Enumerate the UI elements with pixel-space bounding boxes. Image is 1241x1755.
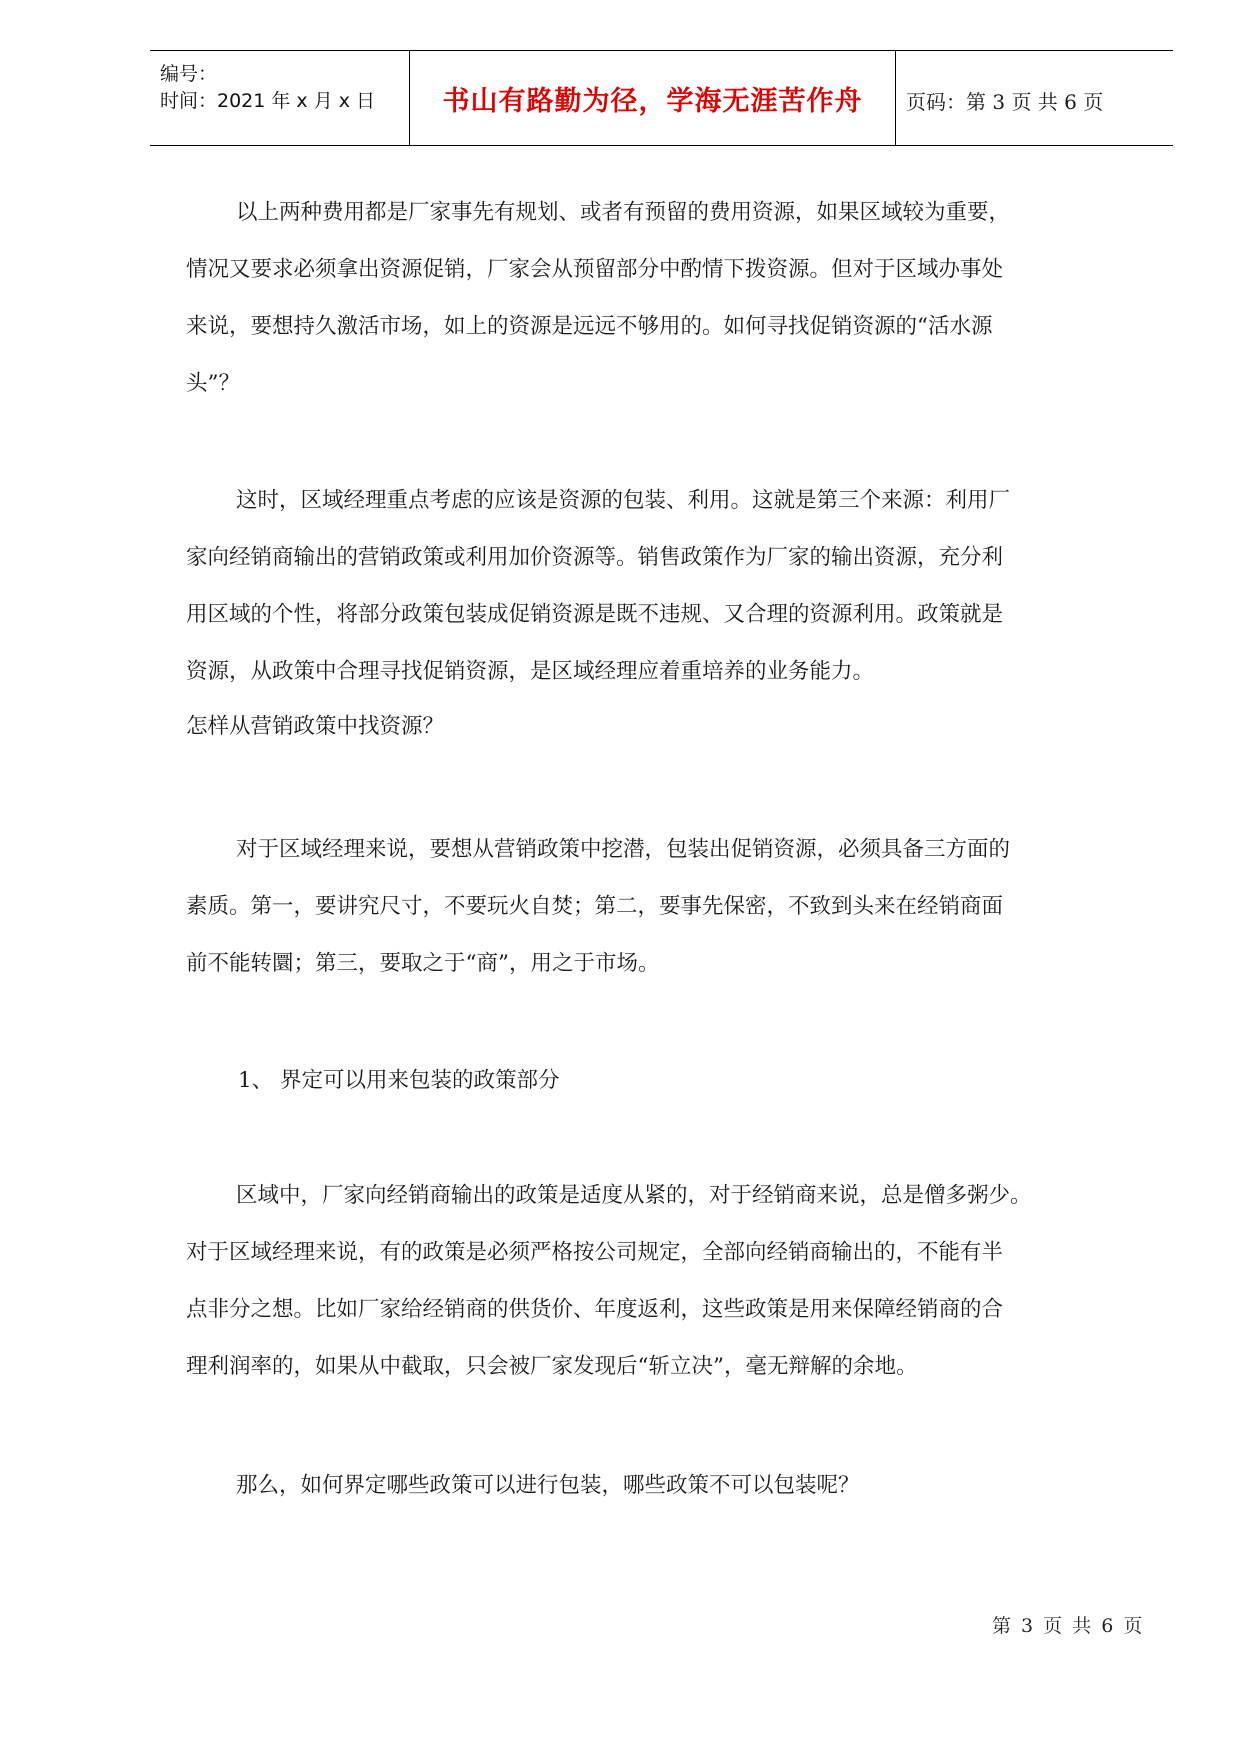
text-line: 头”？ <box>186 371 240 396</box>
header-page-label: 页码：第 3 页 共 6 页 <box>906 90 1104 114</box>
text-line: 那么，如何界定哪些政策可以进行包装，哪些政策不可以包装呢？ <box>236 1473 860 1498</box>
text-line: 对于区域经理来说，有的政策是必须严格按公司规定，全部向经销商输出的，不能有半 <box>186 1240 1004 1265</box>
text-line: 前不能转圜；第三，要取之于“商”，用之于市场。 <box>186 951 660 976</box>
text-line: 情况又要求必须拿出资源促销，厂家会从预留部分中酌情下拨资源。但对于区域办事处 <box>186 257 1004 282</box>
subheading: 怎样从营销政策中找资源？ <box>186 714 445 739</box>
text-line: 这时，区域经理重点考虑的应该是资源的包装、利用。这就是第三个来源：利用厂 <box>236 488 1011 513</box>
text-line: 以上两种费用都是厂家事先有规划、或者有预留的费用资源，如果区域较为重要， <box>236 200 1011 225</box>
text-line: 对于区域经理来说，要想从营销政策中挖潜，包装出促销资源，必须具备三方面的 <box>236 837 1011 862</box>
header-page-cell <box>896 51 1173 145</box>
text-line: 区域中，厂家向经销商输出的政策是适度从紧的，对于经销商来说，总是僧多粥少。 <box>236 1183 1032 1208</box>
text-line: 点非分之想。比如厂家给经销商的供货价、年度返利，这些政策是用来保障经销商的合 <box>186 1297 1004 1322</box>
time-label: 时间：2021 年 x 月 x 日 <box>160 90 376 112</box>
text-line: 家向经销商输出的营销政策或利用加价资源等。销售政策作为厂家的输出资源，充分利 <box>186 545 1004 570</box>
text-line: 来说，要想持久激活市场，如上的资源是远远不够用的。如何寻找促销资源的“活水源 <box>186 314 993 339</box>
numbered-heading: 1、 界定可以用来包装的政策部分 <box>238 1068 560 1093</box>
text-line: 用区域的个性，将部分政策包装成促销资源是既不违规、又合理的资源利用。政策就是 <box>186 602 1004 627</box>
text-line: 理利润率的，如果从中截取，只会被厂家发现后“斩立决”，毫无辩解的余地。 <box>186 1354 918 1379</box>
text-line: 素质。第一，要讲究尺寸，不要玩火自焚；第二，要事先保密，不致到头来在经销商面 <box>186 894 1004 919</box>
number-label: 编号： <box>160 63 218 85</box>
text-line: 资源，从政策中合理寻找促销资源，是区域经理应着重培养的业务能力。 <box>186 659 875 684</box>
page-footer: 第 3 页 共 6 页 <box>992 1615 1145 1637</box>
page-header <box>150 50 1173 146</box>
header-meta-cell <box>150 51 410 145</box>
motto: 书山有路勤为径，学海无涯苦作舟 <box>442 86 863 117</box>
header-motto-cell <box>410 51 896 145</box>
